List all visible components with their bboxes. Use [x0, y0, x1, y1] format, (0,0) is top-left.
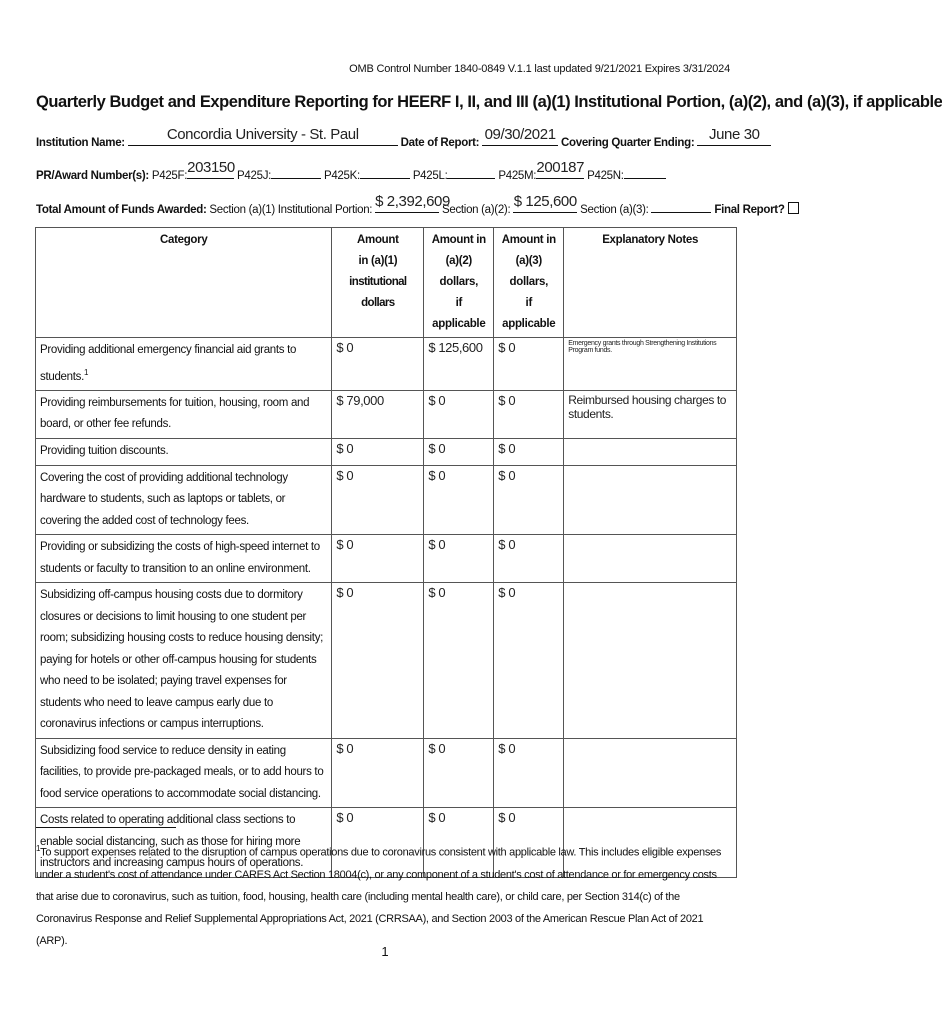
a3-amount-cell[interactable]: $ 0: [494, 438, 564, 465]
date-field[interactable]: [482, 126, 558, 146]
notes-cell[interactable]: [564, 535, 737, 583]
p425f-field[interactable]: [187, 159, 235, 179]
final-report-label: Final Report?: [714, 204, 785, 216]
p425l-label: P425L:: [412, 170, 448, 182]
a2-amount-cell[interactable]: $ 0: [424, 583, 494, 739]
a3-amount-cell[interactable]: $ 0: [494, 583, 564, 739]
p425m-label: P425M:: [498, 170, 537, 182]
table-row: [36, 738, 737, 808]
table-row: [36, 465, 737, 535]
a2-amount-header: Amount in (a)(2) dollars, if applicable: [424, 228, 494, 338]
p425m-field[interactable]: [536, 159, 585, 179]
notes-cell[interactable]: [564, 465, 737, 535]
a1-amount-cell[interactable]: $ 0: [332, 535, 424, 583]
total-funds-label: Total Amount of Funds Awarded:: [36, 204, 207, 216]
category-cell: Subsidizing off-campus housing costs due to dormitory closures or decisions to limit housing to one student per room; subsidizing housing costs to reduce housing density; paying for hotels or other off-campus housing for students who need to be isolated; paying travel expenses for students who need to leave campus early due to coronavirus infections or campus interruptions.: [36, 583, 332, 739]
a3-amount-header: Amount in (a)(3) dollars, if applicable: [494, 228, 564, 338]
a2-field[interactable]: [513, 193, 577, 213]
p425j-label: P425J:: [237, 170, 272, 182]
a1-total-value: $ 2,392,609: [375, 193, 450, 210]
quarter-field[interactable]: [697, 126, 771, 146]
table-row: [36, 390, 737, 438]
notes-header: Explanatory Notes: [564, 228, 737, 338]
category-cell: Providing or subsidizing the costs of high-speed internet to students or faculty to transition to an online environment.: [36, 535, 332, 583]
a3-label: Section (a)(3):: [580, 204, 649, 216]
p425l-field[interactable]: [447, 166, 495, 179]
category-cell: Subsidizing food service to reduce density in eating facilities, to provide pre-packaged meals, or to add hours to food service operations to accommodate social distancing.: [36, 738, 332, 808]
category-cell: Costs related to operating additional class sections to enable social distancing, such as those for hiring more instructors and increasing campus hours of operations.: [36, 808, 332, 878]
a1-field[interactable]: [375, 193, 450, 213]
date-value: 09/30/2021: [484, 126, 556, 143]
table-row: [36, 583, 737, 739]
notes-cell[interactable]: Emergency grants through Strengthening Institutions Program funds.: [564, 338, 737, 391]
expenditure-table: [35, 227, 737, 878]
category-cell: Providing additional emergency financial aid grants to students.$^1$: [36, 338, 332, 391]
a3-amount-cell[interactable]: $ 0: [494, 535, 564, 583]
page-number: 1: [381, 944, 389, 959]
a1-amount-cell[interactable]: $ 0: [332, 583, 424, 739]
a2-amount-cell[interactable]: $ 0: [424, 535, 494, 583]
category-cell: Covering the cost of providing additional technology hardware to students, such as laptops or tablets, or covering the added cost of technology fees.: [36, 465, 332, 535]
p425k-field[interactable]: [360, 166, 410, 179]
a2-amount-cell[interactable]: $ 0: [424, 438, 494, 465]
footnote: [36, 838, 736, 952]
institution-field[interactable]: [128, 126, 398, 146]
table-row: [36, 535, 737, 583]
a1-amount-header: Amount in (a)(1) institutional dollars: [332, 228, 424, 338]
table-row: [36, 338, 737, 391]
a2-amount-cell[interactable]: $ 125,600: [424, 338, 494, 391]
p425j-field[interactable]: [271, 166, 321, 179]
a1-amount-cell[interactable]: $ 0: [332, 438, 424, 465]
header-line-pr-award: [36, 159, 666, 182]
p425f-value: 203150: [187, 159, 235, 176]
a1-amount-cell[interactable]: $ 0: [332, 338, 424, 391]
a3-amount-cell[interactable]: $ 0: [494, 808, 564, 878]
a2-amount-cell[interactable]: $ 0: [424, 738, 494, 808]
footnote-divider: [36, 827, 176, 828]
p425n-label: P425N:: [587, 170, 624, 182]
footnote-marker: 1: [36, 844, 41, 853]
p425f-label: P425F:: [151, 170, 188, 182]
omb-control-number: OMB Control Number 1840-0849 V.1.1 last updated 9/21/2021 Expires 3/31/2024: [349, 63, 730, 75]
notes-cell[interactable]: [564, 438, 737, 465]
a3-amount-cell[interactable]: $ 0: [494, 738, 564, 808]
p425m-value: 200187: [536, 159, 585, 176]
institution-label: Institution Name:: [36, 137, 125, 149]
a1-amount-cell[interactable]: $ 0: [332, 738, 424, 808]
a2-label: Section (a)(2):: [442, 204, 511, 216]
category-cell: Providing tuition discounts.: [36, 438, 332, 465]
quarter-value: June 30: [709, 126, 760, 143]
a3-amount-cell[interactable]: $ 0: [494, 465, 564, 535]
category-cell: Providing reimbursements for tuition, housing, room and board, or other fee refunds.: [36, 390, 332, 438]
a2-amount-cell[interactable]: $ 0: [424, 390, 494, 438]
a1-label: Section (a)(1) Institutional Portion:: [209, 204, 373, 216]
notes-cell[interactable]: [564, 738, 737, 808]
a3-field[interactable]: [651, 200, 711, 213]
a3-amount-cell[interactable]: $ 0: [494, 338, 564, 391]
final-report-checkbox[interactable]: [788, 202, 799, 214]
a2-total-value: $ 125,600: [513, 193, 577, 210]
notes-cell[interactable]: [564, 583, 737, 739]
a2-amount-cell[interactable]: $ 0: [424, 465, 494, 535]
footnote-ref: 1: [83, 367, 89, 377]
notes-cell[interactable]: Reimbursed housing charges to students.: [564, 390, 737, 438]
a1-amount-cell[interactable]: $ 79,000: [332, 390, 424, 438]
date-label: Date of Report:: [400, 137, 480, 149]
p425n-field[interactable]: [624, 166, 666, 179]
form-title: Quarterly Budget and Expenditure Reporting for HEERF I, II, and III (a)(1) Institutional Portion, (a)(2), and (a)(3), if applicable: [36, 93, 942, 111]
table-header-row: [36, 228, 737, 338]
a3-amount-cell[interactable]: $ 0: [494, 390, 564, 438]
quarter-label: Covering Quarter Ending:: [561, 137, 695, 149]
a2-amount-cell[interactable]: $ 0: [424, 808, 494, 878]
a1-amount-cell[interactable]: $ 0: [332, 808, 424, 878]
institution-value: Concordia University - St. Paul: [166, 126, 359, 143]
header-line-total-funds: [36, 193, 799, 216]
a1-amount-cell[interactable]: $ 0: [332, 465, 424, 535]
category-header: Category: [36, 228, 332, 338]
pr-award-label: PR/Award Number(s):: [36, 170, 149, 182]
table-row: [36, 438, 737, 465]
header-line-institution: [36, 126, 771, 149]
footnote-text: To support expenses related to the disruption of campus operations due to coronavirus consistent with applicable law. This includes eligible expenses under a student's cost of attendance under CARES Act Section 18004(c), or any component of a student's cost of attendance or for emergency costs that arise due to coronavirus, such as tuition, food, housing, health care (including mental health care), or child care, per Section 314(c) of the Coronavirus Response and Relief Supplemental Appropriations Act, 2021 (CRRSAA), and Section 2003 of the American Rescue Plan Act of 2021 (ARP).: [36, 846, 722, 947]
p425k-label: P425K:: [323, 170, 360, 182]
